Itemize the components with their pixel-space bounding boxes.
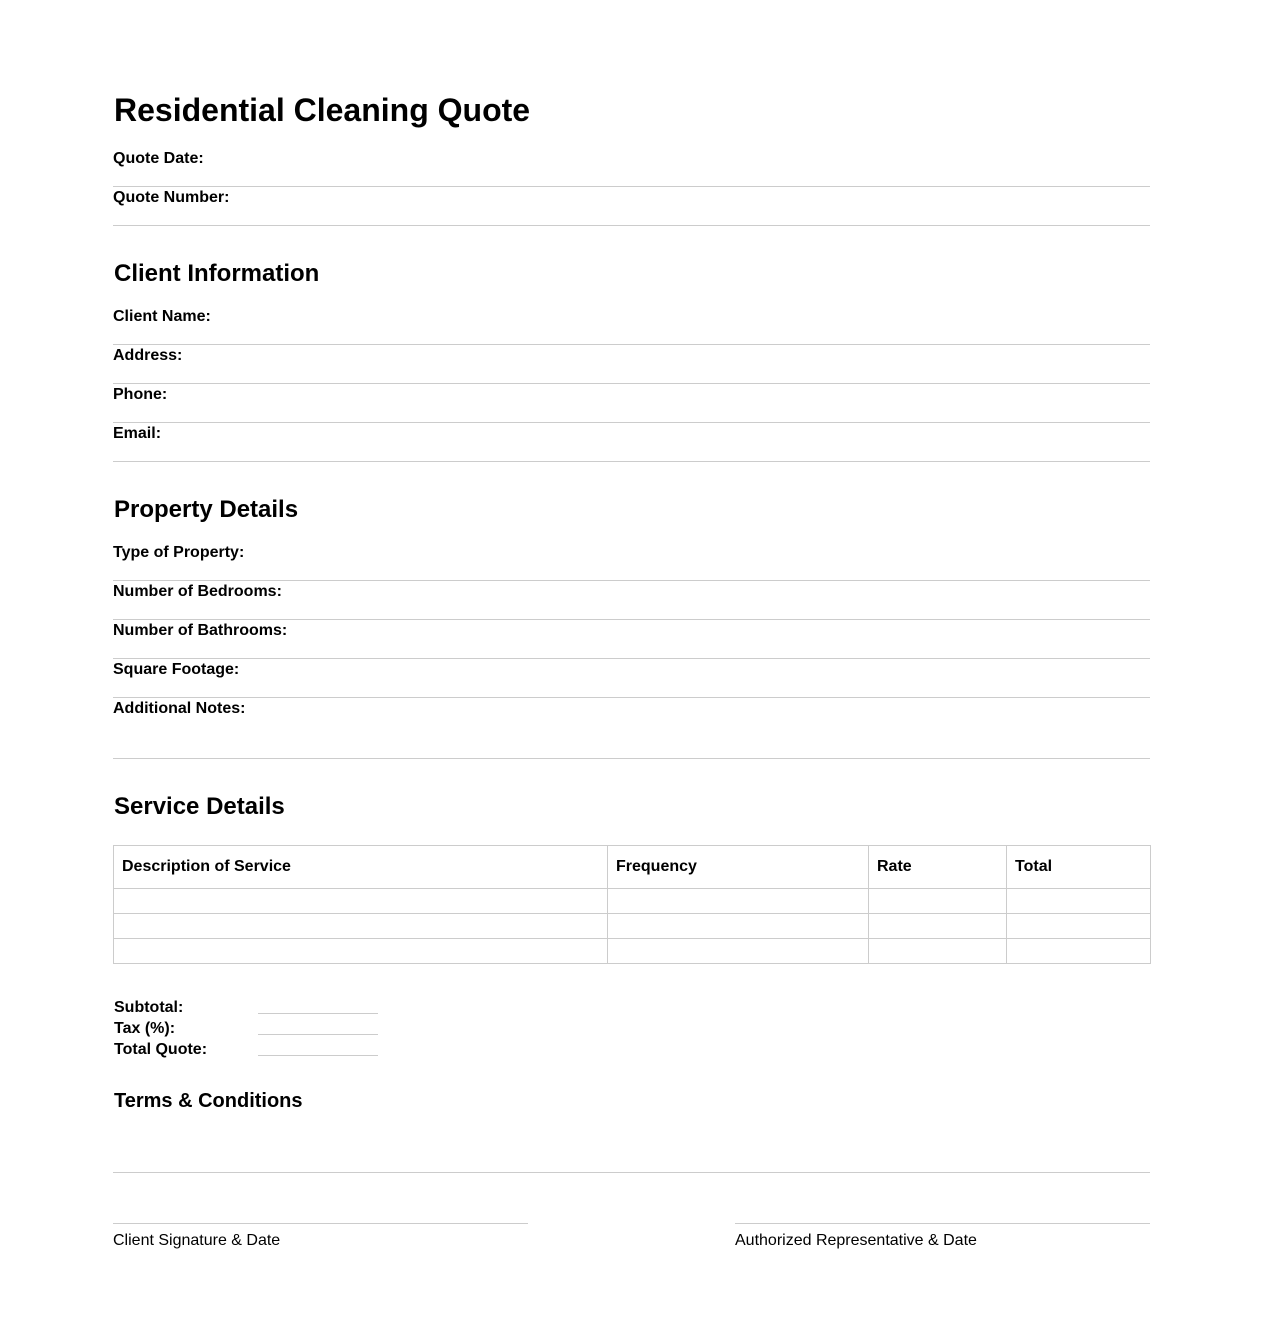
total-cell[interactable]	[1007, 914, 1151, 939]
phone-label: Phone:	[113, 386, 168, 403]
client-signature-label: Client Signature & Date	[113, 1232, 281, 1249]
subtotal-label: Subtotal:	[114, 999, 184, 1016]
services-table	[113, 845, 1151, 964]
frequency-cell[interactable]	[608, 889, 869, 914]
column-header-description: Description of Service	[114, 846, 608, 889]
email-label: Email:	[113, 425, 162, 442]
column-header-frequency: Frequency	[608, 846, 869, 889]
table-row	[114, 939, 1151, 964]
tax-input-line[interactable]	[258, 1034, 378, 1035]
total-quote-input-line[interactable]	[258, 1055, 378, 1056]
email-field[interactable]	[113, 424, 1150, 462]
subtotal-input-line[interactable]	[258, 1013, 378, 1014]
description-cell[interactable]	[114, 939, 608, 964]
client-name-field[interactable]	[113, 307, 1150, 345]
quote-number-field[interactable]	[113, 188, 1150, 226]
column-header-rate: Rate	[869, 846, 1007, 889]
frequency-cell[interactable]	[608, 939, 869, 964]
tax-label: Tax (%):	[114, 1020, 176, 1037]
rate-cell[interactable]	[869, 939, 1007, 964]
bathrooms-label: Number of Bathrooms:	[113, 622, 288, 639]
bedrooms-field[interactable]	[113, 582, 1150, 620]
total-quote-label: Total Quote:	[114, 1041, 208, 1058]
representative-signature-label: Authorized Representative & Date	[735, 1232, 977, 1249]
address-field[interactable]	[113, 346, 1150, 384]
property-details-heading: Property Details	[114, 496, 299, 523]
document-title: Residential Cleaning Quote	[114, 92, 531, 128]
column-header-total: Total	[1007, 846, 1151, 889]
additional-notes-field[interactable]	[113, 699, 1150, 759]
phone-field[interactable]	[113, 385, 1150, 423]
total-cell[interactable]	[1007, 889, 1151, 914]
square-footage-field[interactable]	[113, 660, 1150, 698]
quote-number-label: Quote Number:	[113, 189, 230, 206]
client-signature-line[interactable]	[113, 1223, 528, 1249]
client-name-label: Client Name:	[113, 308, 211, 325]
total-cell[interactable]	[1007, 939, 1151, 964]
rate-cell[interactable]	[869, 889, 1007, 914]
description-cell[interactable]	[114, 914, 608, 939]
property-type-label: Type of Property:	[113, 544, 245, 561]
frequency-cell[interactable]	[608, 914, 869, 939]
rate-cell[interactable]	[869, 914, 1007, 939]
property-type-field[interactable]	[113, 543, 1150, 581]
quote-date-label: Quote Date:	[113, 150, 204, 167]
representative-signature-line[interactable]	[735, 1223, 1150, 1249]
client-information-heading: Client Information	[114, 260, 320, 287]
terms-divider	[113, 1172, 1150, 1173]
table-row	[114, 914, 1151, 939]
address-label: Address:	[113, 347, 183, 364]
terms-heading: Terms & Conditions	[114, 1090, 303, 1112]
table-row	[114, 889, 1151, 914]
bedrooms-label: Number of Bedrooms:	[113, 583, 282, 600]
square-footage-label: Square Footage:	[113, 661, 240, 678]
quote-date-field[interactable]	[113, 149, 1150, 187]
bathrooms-field[interactable]	[113, 621, 1150, 659]
table-header-row	[114, 846, 1151, 889]
service-details-heading: Service Details	[114, 793, 285, 820]
additional-notes-label: Additional Notes:	[113, 700, 246, 717]
description-cell[interactable]	[114, 889, 608, 914]
